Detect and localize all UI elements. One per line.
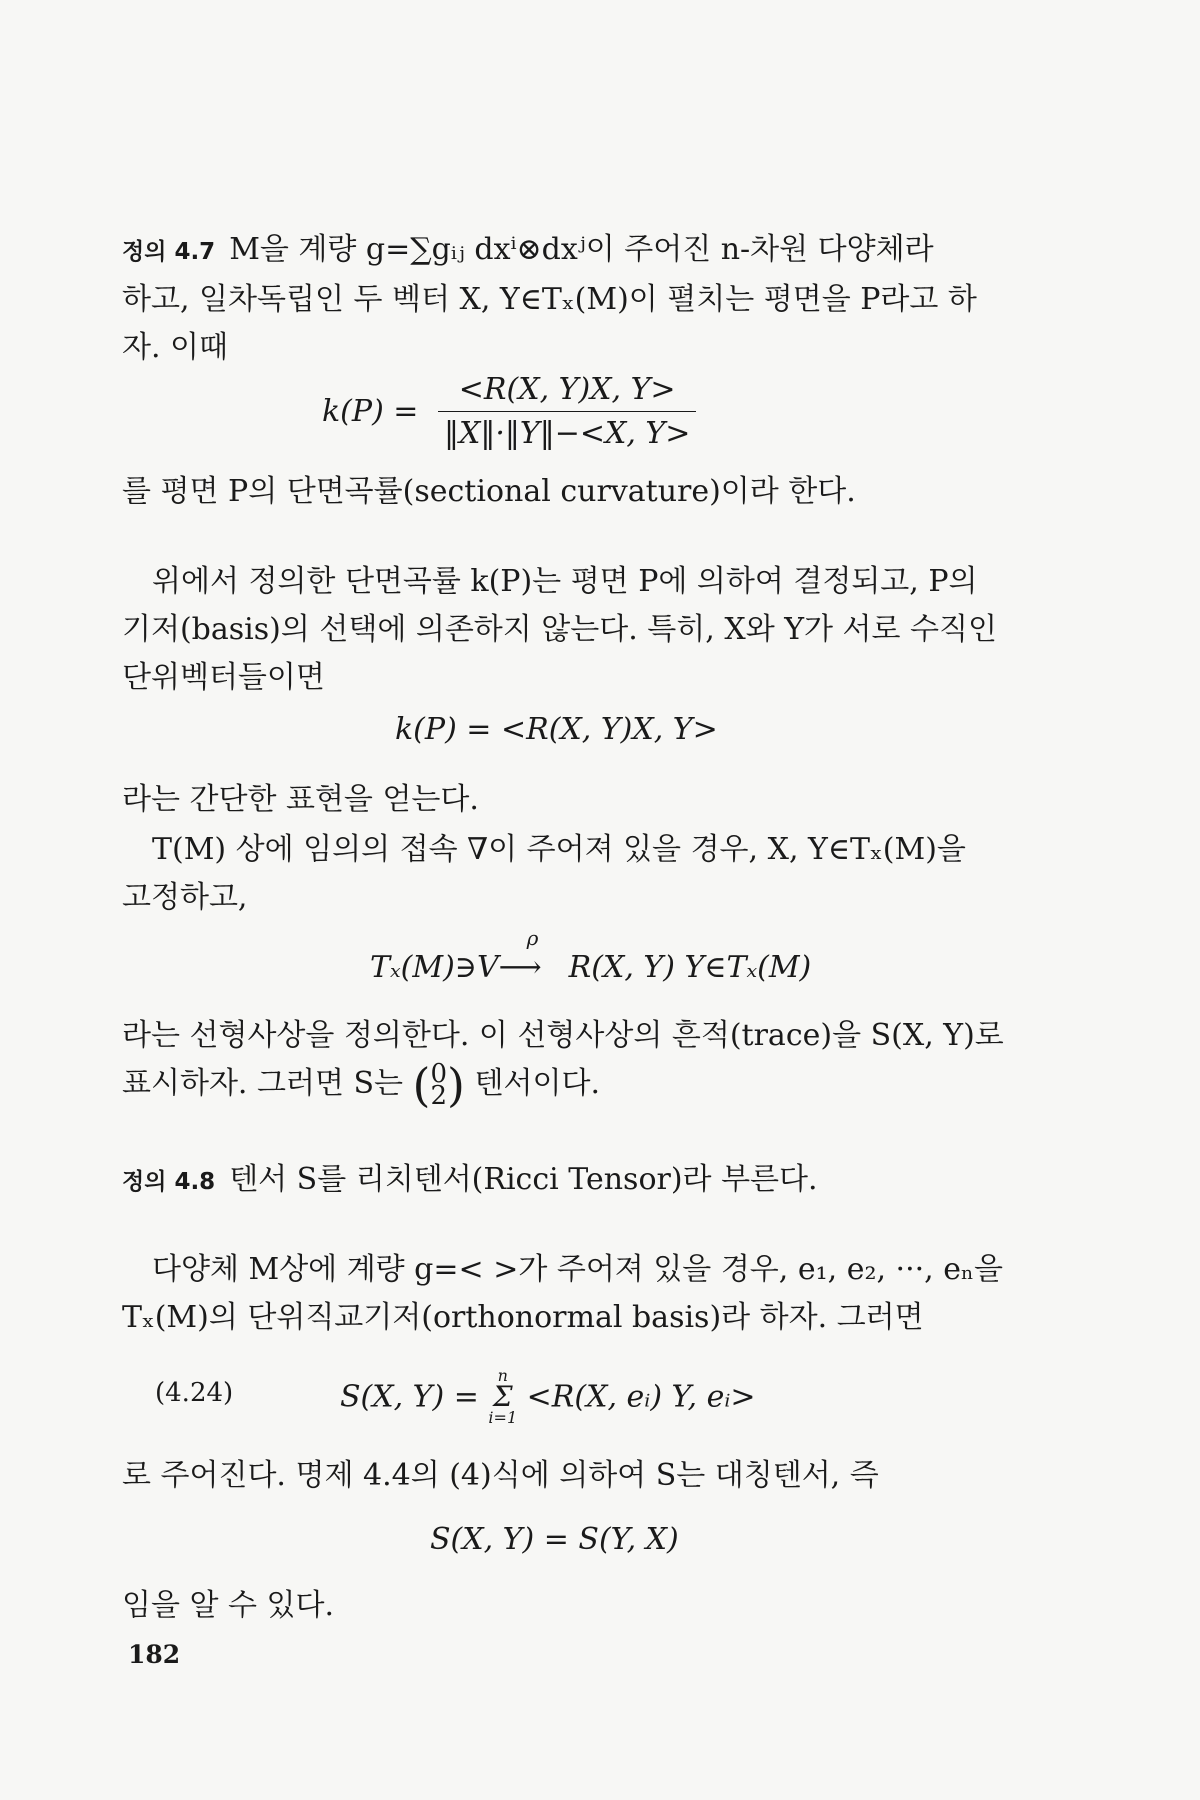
definition-label: 정의 4.8 (122, 1169, 216, 1195)
paragraph-line: 라는 선형사상을 정의한다. 이 선형사상의 흔적(trace)을 S(X, Y)로 (122, 1018, 1004, 1053)
definition-text-line: 하고, 일차독립인 두 벡터 X, Y∈Tₓ(M)이 펼치는 평면을 P라고 하 (122, 282, 977, 317)
page-number: 182 (128, 1640, 181, 1669)
equation-linear-map (370, 926, 812, 985)
equation-lhs: S(X, Y) = (340, 1379, 479, 1415)
definition-text: 텐서 S를 리치텐서(Ricci Tensor)라 부른다. (229, 1162, 818, 1197)
equation-ricci-trace (340, 1368, 756, 1426)
paragraph-line: 기저(basis)의 선택에 의존하지 않는다. 특히, X와 Y가 서로 수직인 (122, 612, 997, 647)
equation-symmetry: S(X, Y) = S(Y, X) (430, 1522, 679, 1557)
map-arrow-label: ρ (526, 926, 539, 950)
paragraph (122, 1012, 1012, 1112)
map-arrow: ρ ⟶ (498, 926, 542, 985)
paragraph: 임을 알 수 있다. (122, 1588, 335, 1623)
definition-4-8 (122, 1156, 1012, 1206)
definition-label: 정의 4.7 (122, 239, 216, 265)
paragraph-line: 단위벡터들이면 (122, 660, 325, 695)
summation-symbol: n Σ i=1 (488, 1366, 518, 1427)
tensor-type: 0 2 (430, 1059, 448, 1111)
paragraph-line: T(M) 상에 임의의 접속 ∇이 주어져 있을 경우, X, Y∈Tₓ(M)을 (152, 832, 966, 867)
fraction (438, 372, 696, 451)
definition-text-line: 자. 이때 (122, 330, 229, 365)
paragraph-line: Tₓ(M)의 단위직교기저(orthonormal basis)라 하자. 그러면 (122, 1300, 924, 1335)
definition-4-7 (122, 226, 1012, 372)
equation-rhs: <R(X, eᵢ) Y, eᵢ> (526, 1379, 756, 1415)
paragraph (122, 1246, 1012, 1342)
equation-sectional-curvature (322, 372, 696, 451)
fraction-denominator: ‖X‖·‖Y‖−<X, Y> (444, 416, 691, 451)
paragraph: 를 평면 P의 단면곡률(sectional curvature)이라 한다. (122, 474, 856, 509)
definition-text-line: M을 계량 g=∑gᵢⱼ dxⁱ⊗dxʲ이 주어진 n-차원 다양체라 (229, 232, 934, 267)
paragraph: 로 주어진다. 명제 4.4의 (4)식에 의하여 S는 대칭텐서, 즉 (122, 1458, 879, 1493)
equation-number: (4.24) (155, 1378, 234, 1408)
map-domain: Tₓ(M)∋V (370, 950, 499, 985)
paragraph (122, 826, 1012, 922)
map-image: R(X, Y) Y∈Tₓ(M) (568, 950, 812, 985)
paragraph-line: 다양체 M상에 계량 g=< >가 주어져 있을 경우, e₁, e₂, ···, eₙ을 (152, 1252, 1003, 1287)
equation-lhs: k(P) = (322, 394, 419, 429)
paragraph (122, 558, 1012, 702)
paragraph: 라는 간단한 표현을 얻는다. (122, 782, 479, 817)
fraction-numerator: <R(X, Y)X, Y> (438, 372, 696, 412)
equation-unit-case: k(P) = <R(X, Y)X, Y> (395, 712, 718, 747)
paragraph-line: 표시하자. 그러면 S는 (0 2) 텐서이다. (122, 1058, 601, 1112)
paragraph-line: 위에서 정의한 단면곡률 k(P)는 평면 P에 의하여 결정되고, P의 (152, 564, 978, 599)
paragraph-line: 고정하고, (122, 880, 248, 915)
